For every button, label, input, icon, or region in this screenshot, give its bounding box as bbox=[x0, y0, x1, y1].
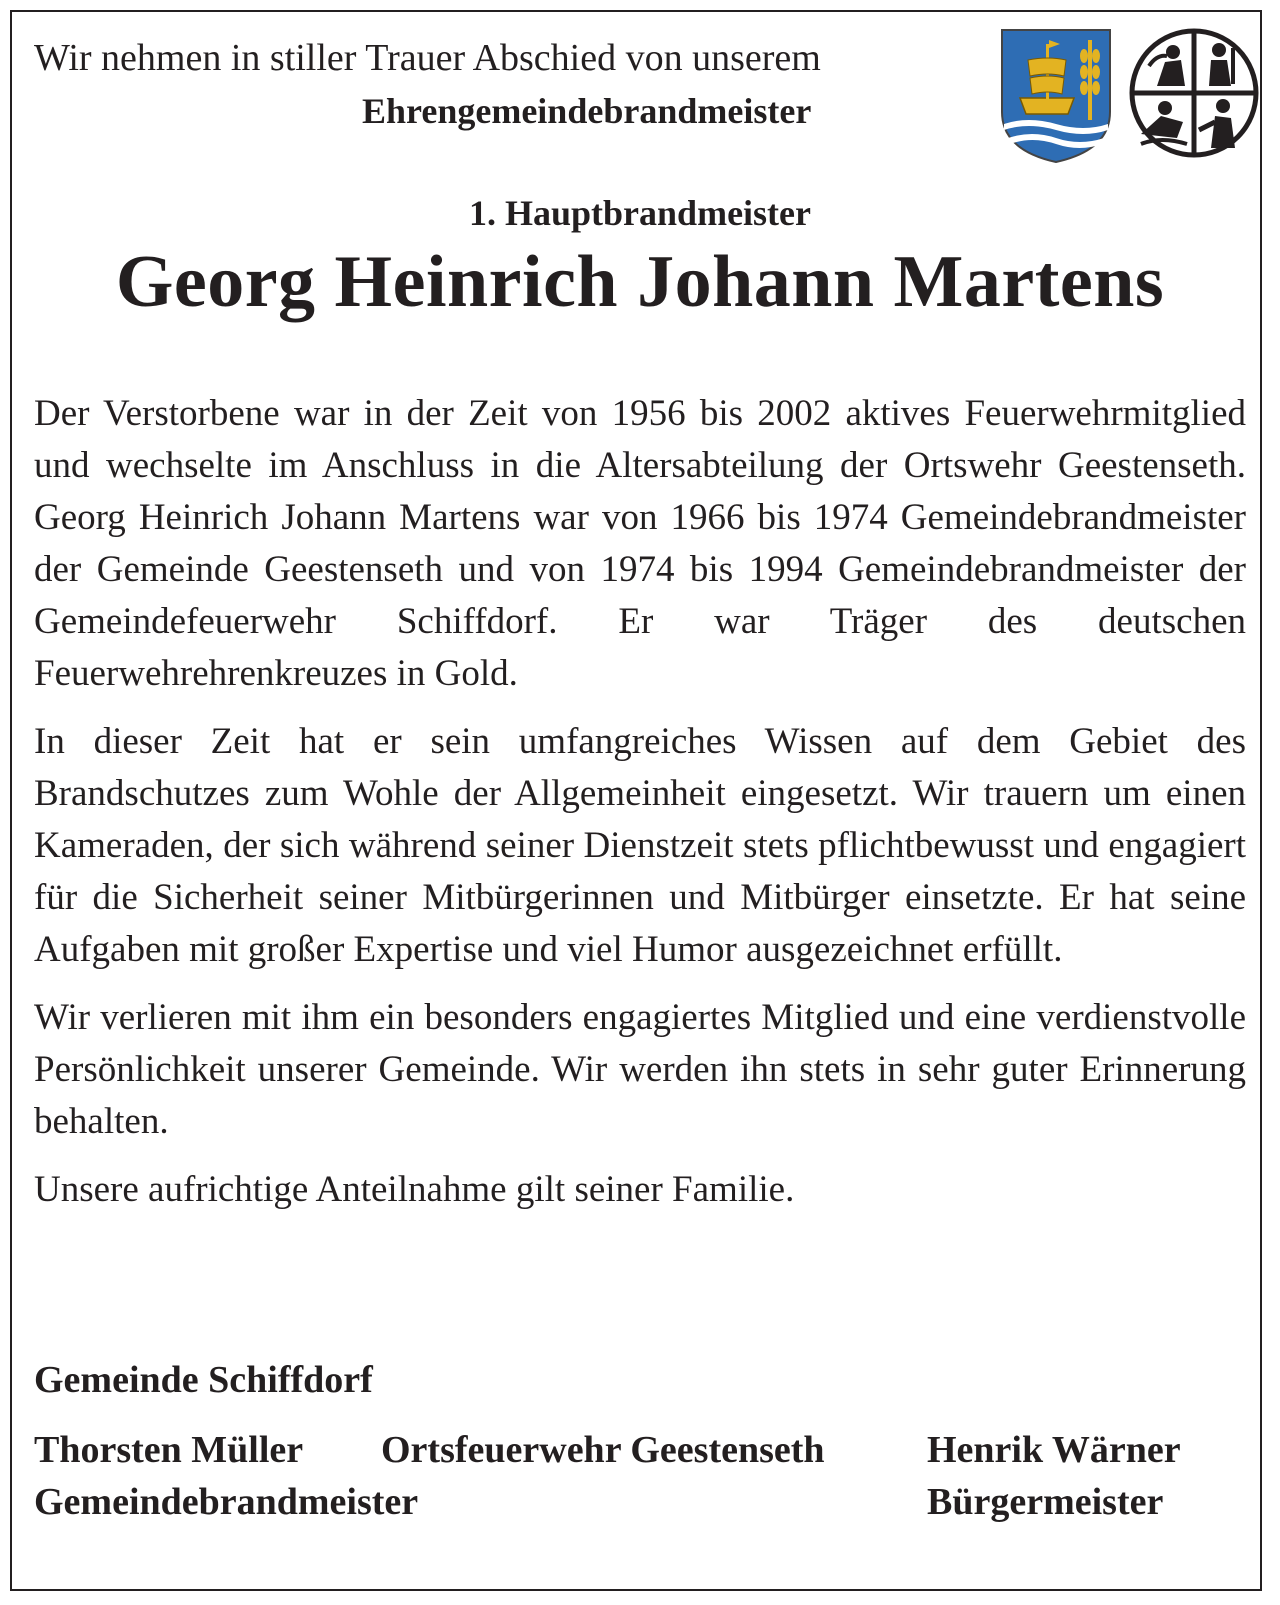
obituary-body bbox=[34, 388, 1246, 1232]
honorary-title: Ehrengemeindebrandmeister bbox=[362, 91, 812, 131]
municipality-signature: Gemeinde Schiffdorf bbox=[34, 1359, 373, 1401]
signer-right-role: Bürgermeister bbox=[927, 1481, 1164, 1523]
paragraph: Unsere aufrichtige Anteilnahme gilt seiner Familie. bbox=[34, 1169, 795, 1210]
signer-left-name: Thorsten Müller bbox=[34, 1429, 304, 1471]
rank-title: 1. Hauptbrandmeister bbox=[469, 193, 811, 233]
signer-right-name: Henrik Wärner bbox=[927, 1429, 1181, 1471]
intro-text: Wir nehmen in stiller Trauer Abschied von unserem bbox=[34, 37, 821, 79]
coat-of-arms-icon bbox=[998, 26, 1114, 164]
signer-left-role: Gemeindebrandmeister bbox=[34, 1481, 419, 1523]
fire-brigade-emblem-icon bbox=[1127, 26, 1261, 160]
paragraph: In dieser Zeit hat er sein umfangreiches Wissen auf dem Gebiet des Brandschutzes zum Wohle der Allgemeinheit eingesetzt. Wir trauern um einen Kameraden, der sich während seiner Dienstzeit stets pflichtbewusst und engagiert für die Sicherheit seiner Mitbürgerinnen und Mitbürger einsetzte. Er hat seine Aufgaben mit großer Expertise und viel Humor ausgezeichnet erfüllt. bbox=[34, 721, 1246, 970]
signer-center: Ortsfeuerwehr Geestenseth bbox=[381, 1429, 825, 1471]
deceased-name: Georg Heinrich Johann Martens bbox=[115, 241, 1165, 323]
paragraph: Wir verlieren mit ihm ein besonders engagiertes Mitglied und eine verdienstvolle Persönlichkeit unserer Gemeinde. Wir werden ihn stets in sehr guter Erinnerung behalten. bbox=[34, 997, 1246, 1142]
paragraph: Der Verstorbene war in der Zeit von 1956 bis 2002 aktives Feuerwehrmitglied und wechselte im Anschluss in die Altersabteilung der Ortswehr Geestenseth. Georg Heinrich Johann Martens war von 1966 bis 1974 Gemeindebrandmeister der Gemeinde Geestenseth und von 1974 bis 1994 Gemeindebrandmeister der Gemeindefeuerwehr Schiffdorf. Er war Träger des deutschen Feuerwehrehrenkreuzes in Gold. bbox=[34, 393, 1246, 694]
